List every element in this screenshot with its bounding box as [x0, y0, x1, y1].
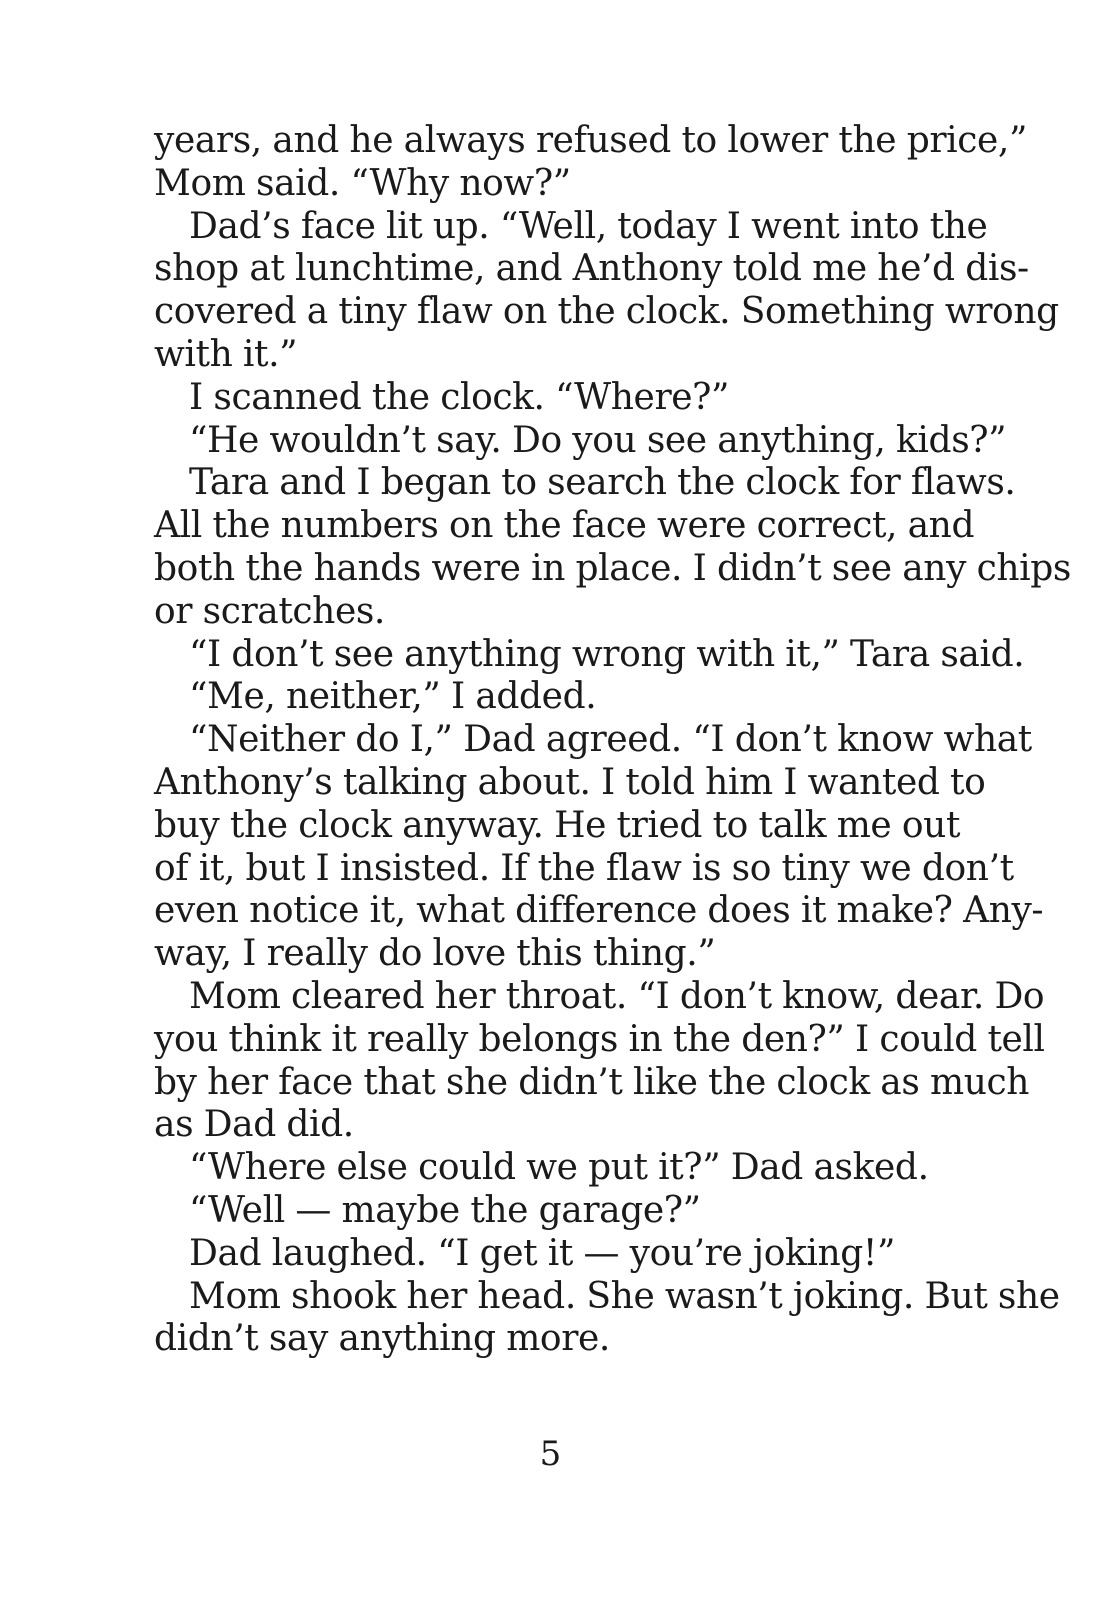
text-line: All the numbers on the face were correct, and	[154, 505, 975, 547]
text-line: Dad’s face lit up. “Well, today I went into the	[189, 205, 988, 247]
text-line: years, and he always refused to lower the price,”	[154, 120, 1027, 161]
text-line: covered a tiny flaw on the clock. Something wrong	[154, 291, 1059, 333]
text-line: shop at lunchtime, and Anthony told me he’d dis-	[154, 248, 1029, 290]
text-line: by her face that she didn’t like the clock as much	[154, 1061, 1030, 1103]
text-line: “Where else could we put it?” Dad asked.	[189, 1147, 929, 1189]
text-line: with it.”	[154, 333, 298, 375]
text-line: I scanned the clock. “Where?”	[189, 376, 730, 418]
text-line: buy the clock anyway. He tried to talk me out	[154, 804, 961, 846]
text-line: as Dad did.	[154, 1104, 354, 1146]
text-line: you think it really belongs in the den?” I could tell	[154, 1018, 1045, 1060]
text-line: or scratches.	[154, 590, 385, 632]
text-line: didn’t say anything more.	[154, 1318, 610, 1360]
text-line: Mom cleared her throat. “I don’t know, dear. Do	[189, 975, 1045, 1017]
text-line: Tara and I began to search the clock for flaws.	[189, 462, 1016, 504]
text-line: Dad laughed. “I get it — you’re joking!”	[189, 1232, 896, 1274]
text-line: Mom said. “Why now?”	[154, 162, 571, 204]
text-line: “Neither do I,” Dad agreed. “I don’t know what	[189, 719, 1032, 761]
text-line: Anthony’s talking about. I told him I wanted to	[154, 761, 986, 803]
text-line: “I don’t see anything wrong with it,” Tara said.	[189, 633, 1025, 675]
text-line: “He wouldn’t say. Do you see anything, kids?”	[189, 419, 1007, 461]
text-line: “Well — maybe the garage?”	[189, 1189, 701, 1231]
text-line: way, I really do love this thing.”	[154, 933, 716, 975]
page-number: 5	[539, 1434, 562, 1474]
text-line: “Me, neither,” I added.	[189, 676, 597, 718]
text-line: Mom shook her head. She wasn’t joking. But she	[189, 1275, 1060, 1317]
body-text	[154, 120, 1071, 1361]
text-line: even notice it, what difference does it make? Any-	[154, 890, 1044, 932]
text-line: of it, but I insisted. If the flaw is so tiny we don’t	[154, 847, 1014, 889]
text-line: both the hands were in place. I didn’t see any chips	[154, 547, 1071, 589]
